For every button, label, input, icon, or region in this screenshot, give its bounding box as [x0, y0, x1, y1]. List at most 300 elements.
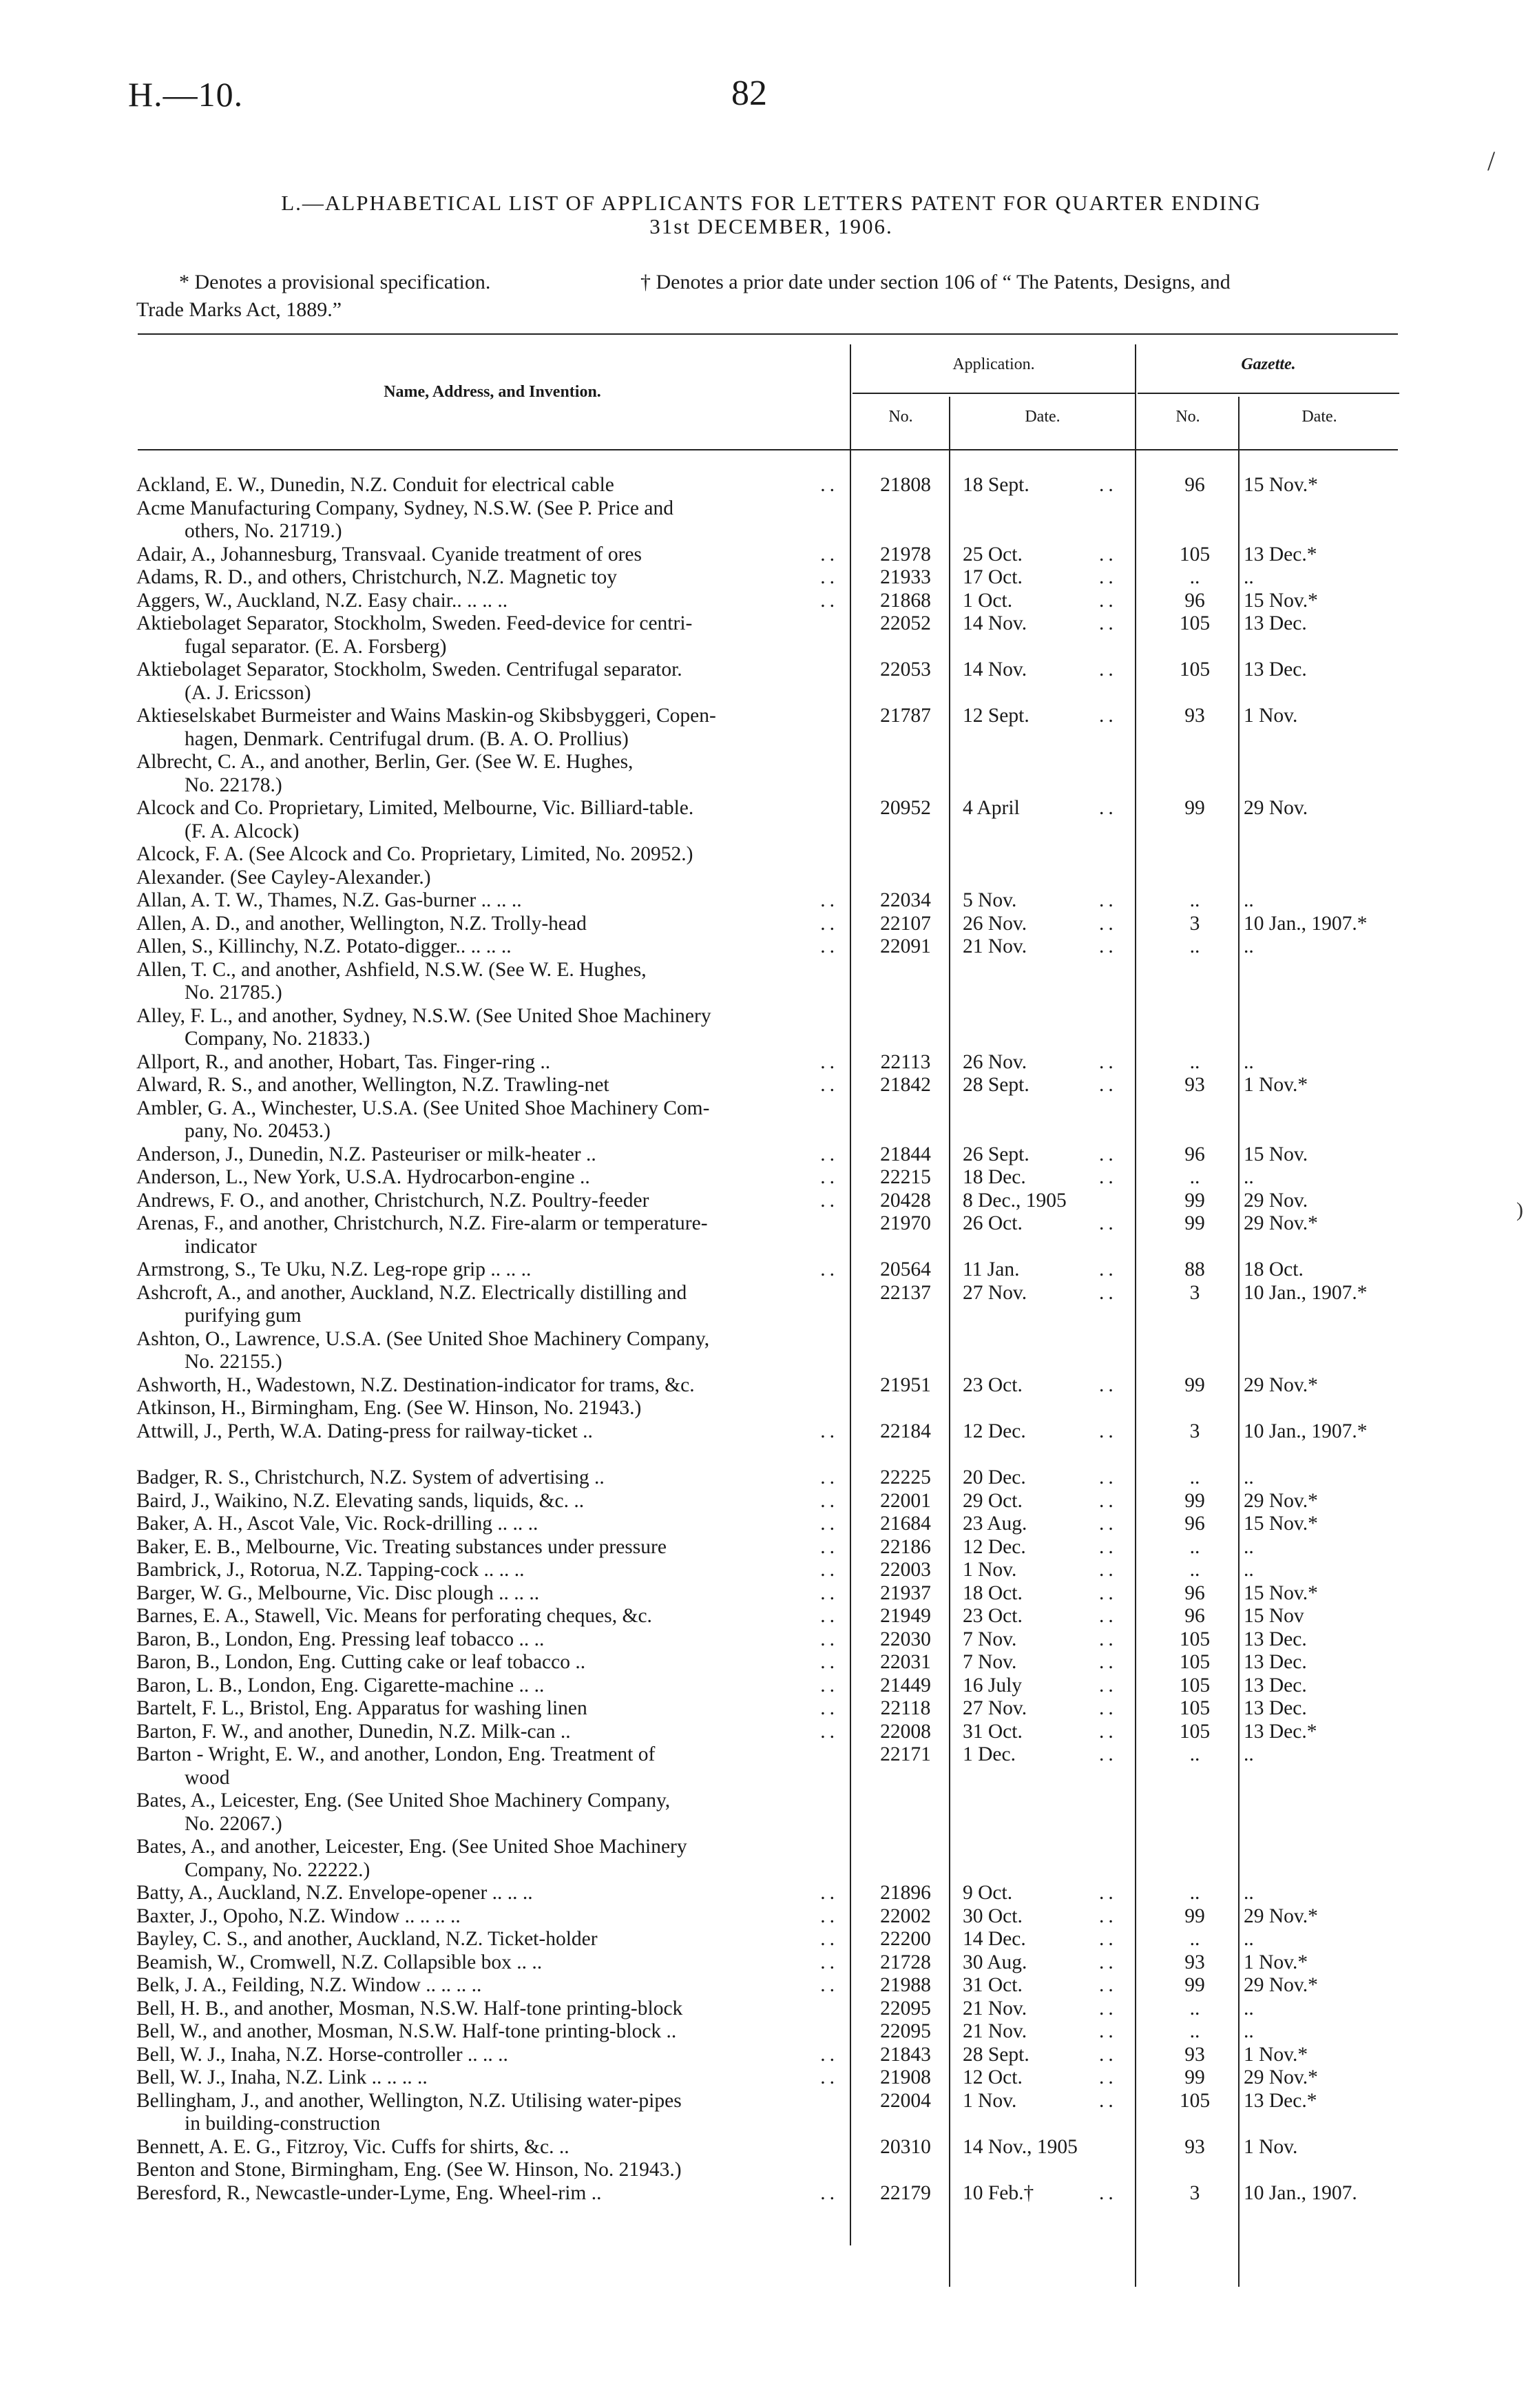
table-row — [0, 1536, 1537, 1559]
application-date: 7 Nov. — [963, 1628, 1017, 1650]
application-date: 1 Nov. — [963, 2089, 1017, 2112]
application-date: 12 Dec. — [963, 1535, 1026, 1558]
gazette-date: .. — [1244, 2020, 1254, 2042]
table-row — [0, 935, 1537, 959]
gazette-number: 99 — [1184, 2066, 1205, 2088]
table-row — [0, 1466, 1537, 1490]
applicant-entry — [136, 2136, 839, 2159]
leader-dots: .. — [1099, 474, 1118, 496]
application-rule — [853, 393, 1135, 394]
leader-dots: .. — [1099, 1882, 1118, 1904]
entry-line: .. Allen, S., Killinchy, N.Z. Potato-digger.. .. .. .. — [136, 935, 839, 957]
application-date: 12 Sept. — [963, 705, 1029, 727]
leader-dots: .. — [820, 2043, 839, 2066]
gazette-date: .. — [1244, 1050, 1254, 1073]
note-provisional: * Denotes a provisional specification. — [179, 271, 491, 293]
application-date: 20 Dec. — [963, 1466, 1026, 1488]
gazette-date: 29 Nov.* — [1244, 1212, 1318, 1234]
gazette-number: 93 — [1184, 1951, 1205, 1973]
entry-line: Bates, A., Leicester, Eng. (See United Shoe Machinery Company, — [136, 1789, 671, 1812]
applicant-entry — [136, 497, 839, 543]
application-date: 21 Nov. — [963, 2020, 1027, 2042]
table-row — [0, 2066, 1537, 2090]
leader-dots: .. — [820, 2181, 839, 2204]
entry-line: .. Anderson, L., New York, U.S.A. Hydrocarbon-engine .. — [136, 1166, 839, 1188]
application-date: 18 Dec. — [963, 1166, 1026, 1188]
table-row — [0, 1905, 1537, 1929]
table-row — [0, 1628, 1537, 1652]
title-line-1: L.—ALPHABETICAL LIST OF APPLICANTS FOR LETTERS PATENT FOR QUARTER ENDING — [281, 191, 1262, 215]
leader-dots: .. — [820, 1258, 839, 1280]
gazette-number: 105 — [1179, 543, 1211, 565]
gazette-date: .. — [1244, 1882, 1254, 1904]
applicant-entry — [136, 2182, 839, 2205]
entry-line: No. 22155.) — [185, 1351, 282, 1373]
entry-line: .. Bayley, C. S., and another, Auckland, N.Z. Ticket-holder — [136, 1928, 839, 1950]
applicant-entry — [136, 751, 839, 797]
column-header-app-date: Date. — [1025, 408, 1060, 426]
table-row — [0, 1997, 1537, 2021]
application-number: 21949 — [880, 1605, 931, 1627]
entry-line: .. Belk, J. A., Feilding, N.Z. Window .. .. .. .. — [136, 1974, 839, 1996]
table-row — [0, 590, 1537, 613]
gazette-number: 99 — [1184, 1189, 1205, 1212]
application-number: 22008 — [880, 1720, 931, 1743]
table-row — [0, 2182, 1537, 2205]
application-date: 28 Sept. — [963, 1074, 1029, 1096]
gazette-number: 105 — [1179, 1697, 1211, 1719]
table-row — [0, 1282, 1537, 1328]
application-number: 22179 — [880, 2181, 931, 2204]
gazette-date: 1 Nov.* — [1244, 2043, 1308, 2066]
gazette-date: 13 Dec. — [1244, 658, 1307, 681]
application-date: 5 Nov. — [963, 889, 1017, 911]
gazette-date: 13 Dec. — [1244, 1697, 1307, 1719]
applicant-entry — [136, 2090, 839, 2136]
application-number: 21933 — [880, 566, 931, 588]
entry-line: .. Anderson, J., Dunedin, N.Z. Pasteuriser or milk-heater .. — [136, 1143, 839, 1165]
application-number: 21787 — [880, 705, 931, 727]
application-date: 8 Dec., 1905 — [963, 1189, 1067, 1212]
leader-dots: .. — [1099, 1581, 1118, 1604]
entry-line: .. Barnes, E. A., Stawell, Vic. Means for perforating cheques, &c. — [136, 1605, 839, 1627]
gazette-number: .. — [1189, 889, 1200, 911]
table-row — [0, 1420, 1537, 1444]
column-header-gazette: Gazette. — [1241, 355, 1296, 373]
leader-dots: .. — [820, 2066, 839, 2088]
applicants-list — [0, 474, 1537, 2205]
leader-dots: .. — [820, 1720, 839, 1743]
entry-line: .. Baxter, J., Opoho, N.Z. Window .. .. .. .. — [136, 1904, 839, 1927]
entry-line: .. Attwill, J., Perth, W.A. Dating-press for railway-ticket .. — [136, 1420, 839, 1442]
leader-dots: .. — [820, 1166, 839, 1188]
gazette-number: 96 — [1184, 1581, 1205, 1604]
leader-dots: .. — [820, 1651, 839, 1673]
table-row — [0, 1974, 1537, 1997]
table-row — [0, 1005, 1537, 1051]
application-date: 28 Sept. — [963, 2043, 1029, 2066]
table-row — [0, 1605, 1537, 1628]
application-number: 21978 — [880, 543, 931, 565]
leader-dots: .. — [820, 566, 839, 588]
applicant-entry — [136, 1258, 839, 1282]
entry-line: .. Barton, F. W., and another, Dunedin, N.Z. Milk-can .. — [136, 1720, 839, 1743]
entry-line: Acme Manufacturing Company, Sydney, N.S.W. (See P. Price and — [136, 497, 673, 519]
applicant-entry — [136, 1974, 839, 1997]
application-date: 27 Nov. — [963, 1697, 1027, 1719]
application-number: 22095 — [880, 2020, 931, 2042]
application-number: 21844 — [880, 1143, 931, 1165]
applicant-entry — [136, 1420, 839, 1444]
application-number: 21951 — [880, 1373, 931, 1396]
gazette-number: 105 — [1179, 2089, 1211, 2112]
gazette-date: 15 Nov. — [1244, 1143, 1308, 1165]
application-number: 22001 — [880, 1489, 931, 1512]
table-row — [0, 1882, 1537, 1905]
applicant-entry — [136, 1051, 839, 1075]
table-row — [0, 2044, 1537, 2067]
applicant-entry — [136, 1328, 839, 1374]
gazette-number: 3 — [1189, 1420, 1200, 1442]
table-row — [0, 1789, 1537, 1836]
applicant-entry — [136, 959, 839, 1005]
leader-dots: .. — [820, 1904, 839, 1927]
leader-dots: .. — [1099, 1559, 1118, 1581]
applicant-entry — [136, 566, 839, 590]
table-row — [0, 913, 1537, 936]
entry-line: (A. J. Ericsson) — [185, 681, 311, 704]
application-number: 21843 — [880, 2043, 931, 2066]
application-number: 22118 — [880, 1697, 931, 1719]
application-date: 25 Oct. — [963, 543, 1023, 565]
applicant-entry — [136, 1905, 839, 1929]
leader-dots: .. — [820, 589, 839, 612]
applicant-entry — [136, 913, 839, 936]
leader-dots: .. — [820, 1513, 839, 1535]
entry-line: .. Allport, R., and another, Hobart, Tas. Finger-ring .. — [136, 1050, 839, 1073]
entry-line: .. Beresford, R., Newcastle-under-Lyme, Eng. Wheel-rim .. — [136, 2181, 839, 2204]
leader-dots: .. — [1099, 566, 1118, 588]
document-title — [131, 191, 1412, 238]
column-header-gazette-no: No. — [1175, 408, 1200, 426]
table-row — [0, 866, 1537, 890]
application-number: 22002 — [880, 1904, 931, 1927]
application-number: 22184 — [880, 1420, 931, 1442]
application-number: 22171 — [880, 1743, 931, 1765]
application-number: 22034 — [880, 889, 931, 911]
leader-dots: .. — [820, 912, 839, 935]
leader-dots: .. — [1099, 2066, 1118, 2088]
leader-dots: .. — [1099, 1489, 1118, 1512]
gazette-date: 13 Dec.* — [1244, 2089, 1317, 2112]
entry-line: Alcock, F. A. (See Alcock and Co. Proprietary, Limited, No. 20952.) — [136, 843, 693, 865]
leader-dots: .. — [1099, 1697, 1118, 1719]
application-number: 20310 — [880, 2135, 931, 2158]
gazette-date: 13 Dec. — [1244, 612, 1307, 634]
gazette-date: 13 Dec.* — [1244, 543, 1317, 565]
applicant-entry — [136, 2020, 839, 2044]
application-number: 21868 — [880, 589, 931, 612]
gazette-number: 105 — [1179, 1720, 1211, 1743]
leader-dots: .. — [820, 935, 839, 957]
table-row — [0, 1513, 1537, 1536]
leader-dots: .. — [820, 1974, 839, 1996]
leader-dots: .. — [820, 1674, 839, 1696]
table-row — [0, 612, 1537, 658]
entry-line: Ambler, G. A., Winchester, U.S.A. (See United Shoe Machinery Com- — [136, 1097, 710, 1119]
entry-line: Alexander. (See Cayley-Alexander.) — [136, 866, 431, 889]
leader-dots: .. — [820, 1074, 839, 1096]
application-number: 20428 — [880, 1189, 931, 1212]
gazette-date: 18 Oct. — [1244, 1258, 1304, 1280]
table-row — [0, 566, 1537, 590]
gazette-number: .. — [1189, 2020, 1200, 2042]
application-date: 12 Oct. — [963, 2066, 1023, 2088]
applicant-entry — [136, 1513, 839, 1536]
leader-dots: .. — [1099, 1143, 1118, 1165]
application-number: 22030 — [880, 1628, 931, 1650]
entry-line: Company, No. 21833.) — [185, 1028, 370, 1050]
table-row — [0, 1721, 1537, 1744]
table-row — [0, 797, 1537, 843]
leader-dots: .. — [1099, 1951, 1118, 1973]
entry-line: Ashton, O., Lawrence, U.S.A. (See United Shoe Machinery Company, — [136, 1327, 710, 1350]
application-date: 23 Oct. — [963, 1605, 1023, 1627]
table-row — [0, 1559, 1537, 1582]
applicant-entry — [136, 1674, 839, 1698]
application-date: 26 Oct. — [963, 1212, 1023, 1234]
entry-line: No. 21785.) — [185, 982, 282, 1004]
gazette-date: 15 Nov.* — [1244, 589, 1318, 612]
applicant-entry — [136, 590, 839, 613]
leader-dots: .. — [820, 1882, 839, 1904]
applicant-entry — [136, 1143, 839, 1167]
entry-line: others, No. 21719.) — [185, 520, 342, 542]
gazette-number: 96 — [1184, 1605, 1205, 1627]
applicant-entry — [136, 1074, 839, 1097]
page-header-code: H.—10. — [128, 75, 244, 114]
leader-dots: .. — [1099, 1373, 1118, 1396]
application-date: 14 Dec. — [963, 1928, 1026, 1950]
leader-dots: .. — [1099, 889, 1118, 911]
applicant-entry — [136, 1997, 839, 2021]
table-row — [0, 2136, 1537, 2159]
application-number: 22113 — [880, 1050, 931, 1073]
application-number: 20952 — [880, 797, 931, 819]
applicant-entry — [136, 474, 839, 497]
gazette-date: 1 Nov.* — [1244, 1074, 1308, 1096]
table-row — [0, 1743, 1537, 1789]
entry-line: Allen, T. C., and another, Ashfield, N.S.W. (See W. E. Hughes, — [136, 958, 647, 981]
leader-dots: .. — [820, 1697, 839, 1719]
applicant-entry — [136, 797, 839, 843]
leader-dots: .. — [1099, 1720, 1118, 1743]
application-date: 10 Feb.† — [963, 2181, 1034, 2204]
application-date: 14 Nov. — [963, 658, 1027, 681]
entry-line: wood — [185, 1766, 230, 1789]
leader-dots: .. — [1099, 1050, 1118, 1073]
gazette-date: 15 Nov.* — [1244, 474, 1318, 496]
applicant-entry — [136, 1282, 839, 1328]
gazette-date: 29 Nov.* — [1244, 1489, 1318, 1512]
gazette-date: 29 Nov. — [1244, 1189, 1308, 1212]
entry-line: .. Aggers, W., Auckland, N.Z. Easy chair.. .. .. .. — [136, 589, 839, 612]
gazette-date: 29 Nov.* — [1244, 2066, 1318, 2088]
application-number: 21842 — [880, 1074, 931, 1096]
leader-dots: .. — [820, 1189, 839, 1212]
entry-line: .. Bell, W. J., Inaha, N.Z. Horse-controller .. .. .. — [136, 2043, 839, 2066]
application-number: 22186 — [880, 1535, 931, 1558]
gazette-number: .. — [1189, 1559, 1200, 1581]
application-number: 20564 — [880, 1258, 931, 1280]
table-row — [0, 843, 1537, 866]
gazette-date: .. — [1244, 1535, 1254, 1558]
entry-line: Alley, F. L., and another, Sydney, N.S.W. (See United Shoe Machinery — [136, 1004, 711, 1027]
application-number: 21728 — [880, 1951, 931, 1973]
gazette-date: .. — [1244, 935, 1254, 957]
leader-dots: .. — [1099, 1281, 1118, 1304]
entry-line: Aktieselskabet Burmeister and Wains Maskin-og Skibsbyggeri, Copen- — [136, 705, 716, 727]
applicant-entry — [136, 1651, 839, 1674]
gazette-number: 105 — [1179, 658, 1211, 681]
leader-dots: .. — [1099, 1212, 1118, 1234]
entry-line: Benton and Stone, Birmingham, Eng. (See W. Hinson, No. 21943.) — [136, 2159, 682, 2181]
gazette-date: 15 Nov.* — [1244, 1513, 1318, 1535]
entry-line: .. Baron, B., London, Eng. Cutting cake or leaf tobacco .. — [136, 1651, 839, 1673]
gazette-number: 93 — [1184, 1074, 1205, 1096]
applicant-entry — [136, 658, 839, 705]
gazette-date: .. — [1244, 1559, 1254, 1581]
gazette-number: .. — [1189, 1743, 1200, 1765]
applicant-entry — [136, 1166, 839, 1190]
entry-line: in building-construction — [185, 2113, 381, 2135]
entry-line: Ashcroft, A., and another, Auckland, N.Z. Electrically distilling and — [136, 1281, 687, 1304]
table-row — [0, 543, 1537, 567]
entry-line: Arenas, F., and another, Christchurch, N.Z. Fire-alarm or temperature- — [136, 1212, 708, 1234]
entry-line: .. Adair, A., Johannesburg, Transvaal. Cyanide treatment of ores — [136, 543, 839, 565]
column-header-gazette-date: Date. — [1301, 408, 1337, 426]
applicant-entry — [136, 843, 839, 866]
application-date: 18 Oct. — [963, 1581, 1023, 1604]
applicant-entry — [136, 705, 839, 751]
application-number: 22091 — [880, 935, 931, 957]
application-number: 21808 — [880, 474, 931, 496]
entry-line: indicator — [185, 1235, 257, 1258]
entry-line: .. Batty, A., Auckland, N.Z. Envelope-opener .. .. .. — [136, 1882, 839, 1904]
gazette-date: .. — [1244, 1466, 1254, 1488]
application-date: 30 Aug. — [963, 1951, 1027, 1973]
gazette-date: .. — [1244, 889, 1254, 911]
entry-line: fugal separator. (E. A. Forsberg) — [185, 635, 447, 658]
gazette-number: 105 — [1179, 1628, 1211, 1650]
table-row — [0, 1674, 1537, 1698]
entry-line: .. Baron, B., London, Eng. Pressing leaf tobacco .. .. — [136, 1628, 839, 1650]
application-date: 1 Nov. — [963, 1559, 1017, 1581]
applicant-entry — [136, 1928, 839, 1951]
applicant-entry — [136, 1582, 839, 1606]
application-number: 22053 — [880, 658, 931, 681]
application-number: 21908 — [880, 2066, 931, 2088]
entry-line: Bates, A., and another, Leicester, Eng. (See United Shoe Machinery — [136, 1836, 687, 1858]
gazette-number: 96 — [1184, 474, 1205, 496]
applicant-entry — [136, 1005, 839, 1051]
entry-line: .. Beamish, W., Cromwell, N.Z. Collapsible box .. .. — [136, 1951, 839, 1973]
gazette-number: 99 — [1184, 1974, 1205, 1996]
table-row — [0, 1928, 1537, 1951]
gazette-number: 99 — [1184, 1489, 1205, 1512]
gazette-date: 10 Jan., 1907.* — [1244, 1420, 1368, 1442]
gazette-number: 99 — [1184, 1373, 1205, 1396]
application-number: 22003 — [880, 1559, 931, 1581]
application-number: 21970 — [880, 1212, 931, 1234]
table-row — [0, 1374, 1537, 1398]
table-row — [0, 1074, 1537, 1097]
gazette-number: 3 — [1189, 1281, 1200, 1304]
gazette-number: 99 — [1184, 1904, 1205, 1927]
gazette-number: .. — [1189, 1928, 1200, 1950]
leader-dots: .. — [1099, 1513, 1118, 1535]
applicant-entry — [136, 1789, 839, 1836]
gazette-date: 10 Jan., 1907.* — [1244, 1281, 1368, 1304]
application-number: 21449 — [880, 1674, 931, 1696]
table-row — [0, 1490, 1537, 1513]
leader-dots: .. — [1099, 797, 1118, 819]
entry-line: Barton - Wright, E. W., and another, London, Eng. Treatment of — [136, 1743, 656, 1765]
table-row — [0, 1051, 1537, 1075]
gazette-rule — [1138, 393, 1399, 394]
gazette-date: 15 Nov.* — [1244, 1581, 1318, 1604]
entry-line: .. Baron, L. B., London, Eng. Cigarette-machine .. .. — [136, 1674, 839, 1696]
application-date: 14 Nov. — [963, 612, 1027, 634]
leader-dots: .. — [1099, 705, 1118, 727]
gazette-date: 1 Nov. — [1244, 705, 1298, 727]
entry-line: .. Bartelt, F. L., Bristol, Eng. Apparatus for washing linen — [136, 1697, 839, 1719]
gazette-number: 3 — [1189, 912, 1200, 935]
title-line-2: 31st DECEMBER, 1906. — [649, 214, 893, 238]
applicant-entry — [136, 2044, 839, 2067]
application-date: 21 Nov. — [963, 935, 1027, 957]
leader-dots: .. — [1099, 1535, 1118, 1558]
applicant-entry — [136, 1882, 839, 1905]
gazette-number: .. — [1189, 1997, 1200, 2020]
gazette-number: .. — [1189, 935, 1200, 957]
leader-dots: .. — [1099, 1605, 1118, 1627]
entry-line: Bell, W., and another, Mosman, N.S.W. Half-tone printing-block .. — [136, 2020, 677, 2042]
application-date: 17 Oct. — [963, 566, 1023, 588]
table-row — [0, 1697, 1537, 1721]
application-date: 26 Nov. — [963, 912, 1027, 935]
entry-line: .. Bambrick, J., Rotorua, N.Z. Tapping-cock .. .. .. — [136, 1559, 839, 1581]
applicant-entry — [136, 1212, 839, 1258]
application-number: 21937 — [880, 1581, 931, 1604]
leader-dots: .. — [820, 1928, 839, 1950]
note-prior-date: † Denotes a prior date under section 106 of “ The Patents, Designs, and — [640, 271, 1231, 293]
table-row — [0, 751, 1537, 797]
gazette-number: .. — [1189, 1466, 1200, 1488]
application-date: 16 July — [963, 1674, 1023, 1696]
table-row — [0, 1651, 1537, 1674]
gazette-date: .. — [1244, 566, 1254, 588]
entry-line: Company, No. 22222.) — [185, 1858, 370, 1881]
application-date: 31 Oct. — [963, 1974, 1023, 1996]
leader-dots: .. — [1099, 543, 1118, 565]
leader-dots: .. — [820, 474, 839, 496]
table-row — [0, 705, 1537, 751]
entry-line: .. Armstrong, S., Te Uku, N.Z. Leg-rope grip .. .. .. — [136, 1258, 839, 1280]
table-header-bottom-rule — [138, 449, 1398, 450]
entry-line: Ashworth, H., Wadestown, N.Z. Destination-indicator for trams, &c. — [136, 1373, 695, 1396]
leader-dots: .. — [820, 1559, 839, 1581]
